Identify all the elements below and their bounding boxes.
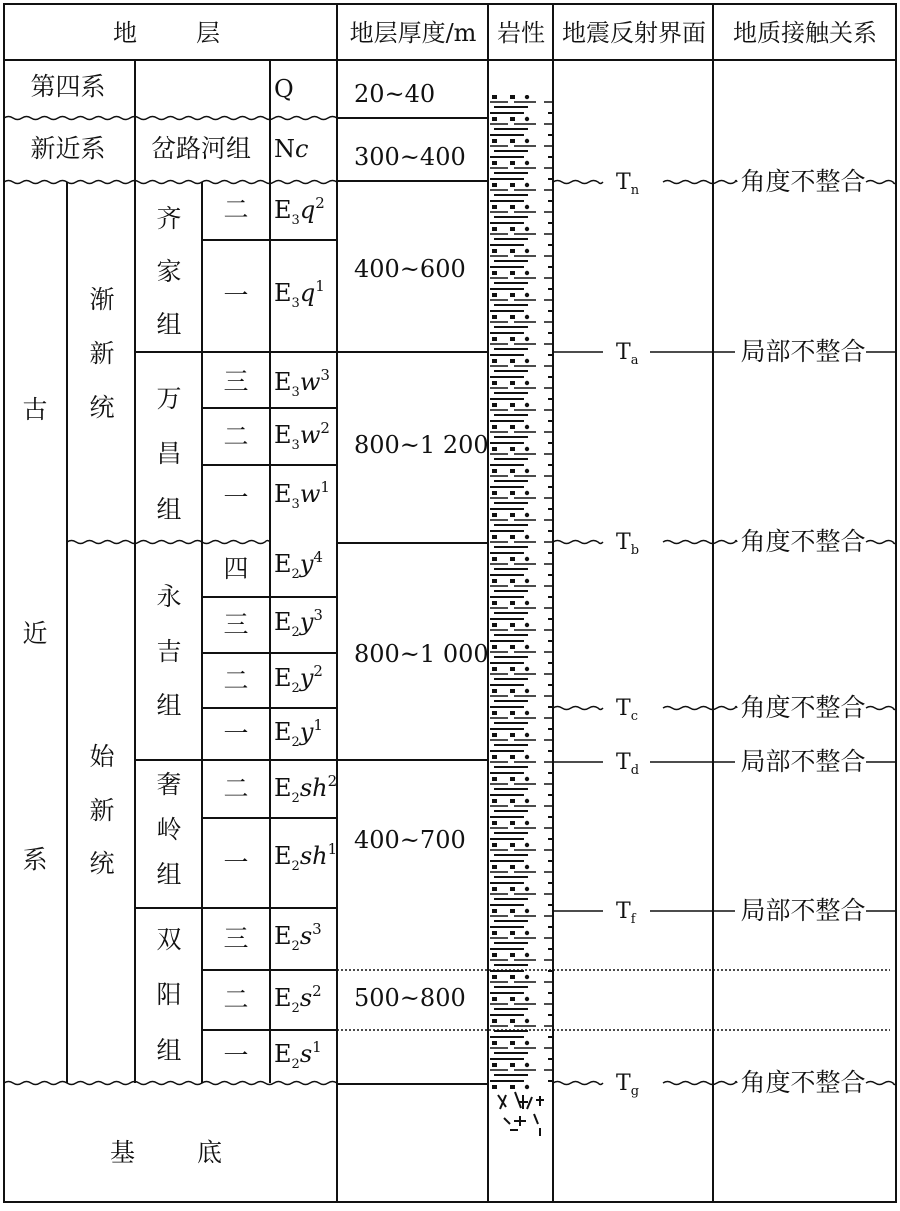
reflector-line-mid <box>663 707 737 710</box>
header-seismic: 地震反射界面 <box>562 19 706 47</box>
reflector-line-left <box>553 181 603 184</box>
system-quaternary: 第四系 <box>30 72 106 101</box>
member-qijia-1: 一 <box>223 281 249 310</box>
code-wanchang-3: $E_3w^3$ <box>274 366 330 400</box>
header-strata-left: 地 <box>113 19 137 47</box>
code-qijia-2: $E_3q^2$ <box>274 194 325 228</box>
lithology-column <box>490 95 552 1090</box>
era-char-3: 系 <box>22 845 48 874</box>
header-lithology: 岩性 <box>497 19 545 47</box>
code-yongji-1: $E_2y^1$ <box>274 716 323 750</box>
contact-label: 局部不整合 <box>740 337 866 366</box>
thickness-qijia: 400~600 <box>354 255 466 283</box>
basement-char-1: 基 <box>110 1138 136 1167</box>
yongji-char-3: 组 <box>156 691 182 720</box>
member-yongji-3: 三 <box>223 610 249 639</box>
header-contact: 地质接触关系 <box>733 19 877 47</box>
oligocene-char-3: 统 <box>89 393 115 422</box>
era-char-1: 古 <box>22 395 48 424</box>
reflector-Tf <box>553 896 896 927</box>
eocene-char-2: 新 <box>89 796 115 825</box>
thickness-wanchang: 800~1 200 <box>354 431 489 459</box>
reflector-line-right <box>866 181 896 184</box>
code-yongji-2: $E_2y^2$ <box>274 662 323 696</box>
member-wanchang-2: 二 <box>223 422 249 451</box>
sheling-char-3: 组 <box>156 860 182 889</box>
contact-label: 角度不整合 <box>740 1068 866 1097</box>
contact-label: 角度不整合 <box>740 167 866 196</box>
shuangyang-char-1: 双 <box>156 925 182 954</box>
oligocene-char-2: 新 <box>89 339 115 368</box>
reflector-label: $T_g$ <box>616 1071 640 1099</box>
code-yongji-4: $E_2y^4$ <box>274 548 323 582</box>
reflector-Ta <box>553 337 896 368</box>
member-shuangyang-3: 三 <box>223 924 249 953</box>
thickness-sheling: 400~700 <box>354 826 466 854</box>
seismic-reflectors <box>553 167 896 1099</box>
wanchang-char-1: 万 <box>156 384 182 413</box>
basement-char-2: 底 <box>197 1138 223 1167</box>
reflector-label: $T_d$ <box>616 750 640 778</box>
reflector-label: $T_a$ <box>616 340 639 368</box>
reflector-label: $T_c$ <box>616 696 638 724</box>
contact-label: 角度不整合 <box>740 527 866 556</box>
formation-peilulu: 岔路河组 <box>150 134 252 163</box>
reflector-Tb <box>553 527 896 558</box>
table-header <box>113 19 877 47</box>
reflector-Tn <box>553 167 896 198</box>
system-neogene: 新近系 <box>30 134 106 163</box>
shuangyang-char-2: 阳 <box>156 980 182 1009</box>
basement-lithology <box>498 1092 544 1136</box>
reflector-line-mid <box>663 541 737 544</box>
code-qijia-1: $E_3q^1$ <box>274 277 325 311</box>
shuangyang-char-3: 组 <box>156 1036 182 1065</box>
member-shuangyang-1: 一 <box>223 1041 249 1070</box>
reflector-line-left <box>553 1082 603 1085</box>
member-sheling-1: 一 <box>223 848 249 877</box>
member-sheling-2: 二 <box>223 774 249 803</box>
member-yongji-4: 四 <box>223 554 249 583</box>
reflector-line-left <box>553 541 603 544</box>
wanchang-char-3: 组 <box>156 495 182 524</box>
reflector-line-right <box>866 541 896 544</box>
header-strata-right: 层 <box>196 19 220 47</box>
qijia-char-2: 家 <box>156 257 182 286</box>
reflector-label: $T_n$ <box>616 170 640 198</box>
contact-label: 局部不整合 <box>740 747 866 776</box>
code-sheling-2: $E_2sh^2$ <box>274 772 338 806</box>
member-wanchang-3: 三 <box>223 367 249 396</box>
oligocene-char-1: 渐 <box>89 285 115 314</box>
eocene-char-3: 统 <box>89 849 115 878</box>
member-wanchang-1: 一 <box>223 483 249 512</box>
reflector-label: $T_b$ <box>616 530 640 558</box>
eocene-char-1: 始 <box>89 742 115 771</box>
sheling-char-1: 奢 <box>156 770 182 799</box>
member-codes <box>274 194 337 1072</box>
code-yongji-3: $E_2y^3$ <box>274 606 323 640</box>
thickness-yongji: 800~1 000 <box>354 640 489 668</box>
sheling-char-2: 岭 <box>156 815 182 844</box>
reflector-Tc <box>553 693 896 724</box>
yongji-char-1: 永 <box>156 582 182 611</box>
era-char-2: 近 <box>22 619 48 648</box>
code-shuangyang-1: $E_2s^1$ <box>274 1038 322 1072</box>
reflector-line-mid <box>663 181 737 184</box>
thickness-nc: 300~400 <box>354 143 466 171</box>
code-shuangyang-3: $E_2s^3$ <box>274 920 322 954</box>
yongji-char-2: 吉 <box>156 637 182 666</box>
member-yongji-1: 一 <box>223 719 249 748</box>
reflector-line-right <box>866 707 896 710</box>
reflector-label: $T_f$ <box>616 899 636 927</box>
reflector-Tg <box>553 1068 896 1099</box>
reflector-line-left <box>553 707 603 710</box>
reflector-Td <box>553 747 896 778</box>
qijia-char-1: 齐 <box>156 204 182 233</box>
contact-label: 局部不整合 <box>740 896 866 925</box>
member-shuangyang-2: 二 <box>223 985 249 1014</box>
reflector-line-mid <box>663 1082 737 1085</box>
thickness-shuangyang: 500~800 <box>354 984 466 1012</box>
code-wanchang-2: $E_3w^2$ <box>274 419 330 453</box>
wanchang-char-2: 昌 <box>156 439 182 468</box>
contact-label: 角度不整合 <box>740 693 866 722</box>
code-sheling-1: $E_2sh^1$ <box>274 840 338 874</box>
qijia-char-3: 组 <box>156 310 182 339</box>
code-shuangyang-2: $E_2s^2$ <box>274 982 322 1016</box>
code-wanchang-1: $E_3w^1$ <box>274 478 330 512</box>
member-yongji-2: 二 <box>223 666 249 695</box>
code-q: Q <box>274 75 294 103</box>
thickness-q: 20~40 <box>354 80 436 108</box>
reflector-line-right <box>866 1082 896 1085</box>
member-qijia-2: 二 <box>223 195 249 224</box>
header-thickness: 地层厚度/m <box>349 19 477 47</box>
code-nc: Nc <box>274 135 309 163</box>
